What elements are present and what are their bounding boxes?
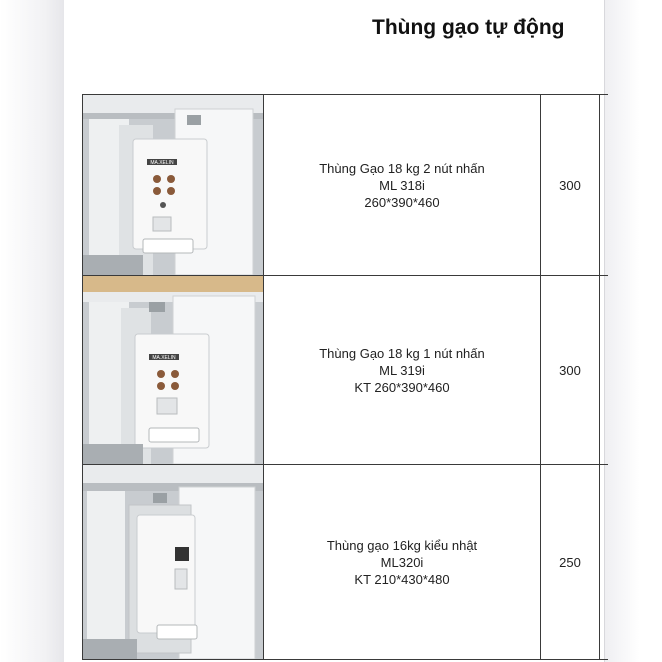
page-left-margin <box>0 0 64 662</box>
product-photo-cell <box>83 95 264 276</box>
table-row <box>83 276 609 465</box>
product-model: ML 318i <box>379 177 425 193</box>
table-extra-cell <box>600 276 609 465</box>
product-size: KT 260*390*460 <box>354 379 450 395</box>
product-model: ML320i <box>380 554 424 570</box>
table-extra-cell <box>600 95 609 276</box>
product-description-cell <box>264 465 541 660</box>
page-title: Thùng gạo tự động <box>372 16 565 39</box>
rice-bin-photo <box>83 95 263 275</box>
table-extra-cell <box>600 465 609 660</box>
product-photo-cell <box>83 276 264 465</box>
product-size: KT 210*430*480 <box>354 571 450 587</box>
product-table <box>82 94 608 660</box>
product-description-cell <box>264 276 541 465</box>
product-description-cell <box>264 95 541 276</box>
product-size: 260*390*460 <box>364 194 440 210</box>
product-name: Thùng Gạo 18 kg 2 nút nhấn <box>319 160 485 176</box>
page-right-margin <box>604 0 662 662</box>
bin-brand-label: MA.XELIN <box>152 355 176 361</box>
product-name: Thùng Gạo 18 kg 1 nút nhấn <box>319 345 485 361</box>
product-price: 300 <box>541 276 600 465</box>
product-model: ML 319i <box>379 362 425 378</box>
table-row <box>83 465 609 660</box>
rice-bin-photo <box>83 465 263 659</box>
product-price: 300 <box>541 95 600 276</box>
bin-brand-label: MA.XELIN <box>150 160 174 166</box>
product-photo-cell <box>83 465 264 660</box>
table-row <box>83 95 609 276</box>
rice-bin-photo <box>83 276 263 464</box>
product-name: Thùng gạo 16kg kiểu nhật <box>326 537 478 553</box>
product-price: 250 <box>541 465 600 660</box>
